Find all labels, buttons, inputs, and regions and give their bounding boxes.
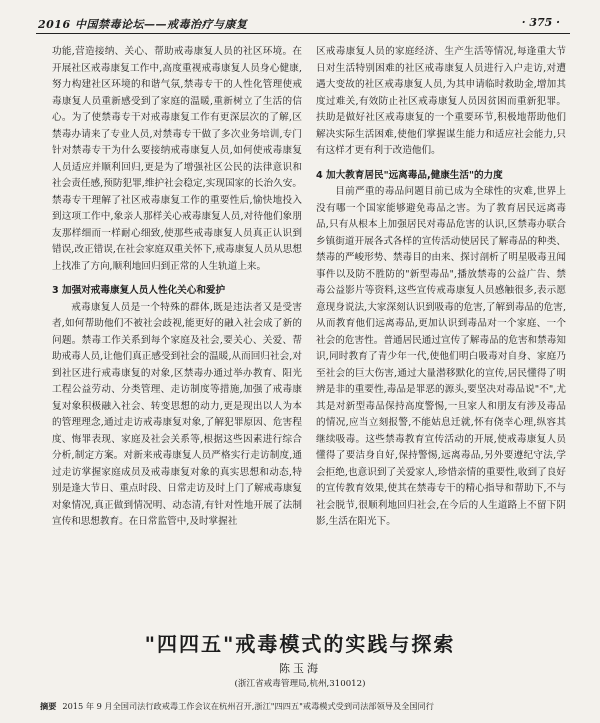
journal-title: 2016 中国禁毒论坛——戒毒治疗与康复 bbox=[38, 18, 248, 31]
left-column bbox=[52, 44, 302, 531]
right-column bbox=[316, 44, 566, 531]
section-4-heading: 4 加大教育居民"远离毒品,健康生活"的力度 bbox=[316, 169, 503, 181]
left-paragraph-1: 功能,营造接纳、关心、帮助戒毒康复人员的社区环境。在开展社区戒毒康复工作中,高度重视戒毒康复人员身心健康,努力构建社区环境的和谐气氛,禁毒专干的人性化管理使戒毒康复人员重新感受到了家庭的温暖,重新树立了生活的信心。为了使禁毒专干对戒毒康复工作有更深层次的了解,区禁毒办请来了专业人员,对禁毒专干做了多次业务培训,专门针对禁毒专干为什么要接纳戒毒康复人员,如何使戒毒康复人员适应并顺利回归,更是为了增强社区公民的法律意识和社会责任感,预防犯罪,维护社会稳定,实现国家的长治久安。禁毒专干理解了社区戒毒康复工作的重要性后,愉快地投入到这项工作中,象亲人那样关心戒毒康复人员,对待他们象朋友那样细而一样耐心细致,使那些戒毒康复人员真正认识到错误,改正错误,在社会家庭双重关怀下,戒毒康复人员从思想上找准了方向,顺利地回归到正常的人生轨道上来。 bbox=[52, 46, 302, 272]
page-number: · 375 · bbox=[521, 16, 560, 29]
left-paragraph-2: 戒毒康复人员是一个特殊的群体,既是违法者又是受害者,如何帮助他们不被社会歧视,能更好的融入社会成了新的问题。禁毒工作关系到每个家庭及社会,要关心、关爱、帮助戒毒人员,让他们真正感受到社会的温暖,从而回归社会,对到社区进行戒毒康复的对象,区禁毒办通过举办教育、阳光工程公益劳动、分类管理、走访制度等措施,加强了戒毒康复对象积极融入社会、转变思想的动力,更是现出以人为本的管理理念,通过走访戒毒康复对象,了解犯罪原因、危害程度、悔罪表现、家庭及社会关系等,根据这些因素进行综合分析,制定方案。对新来戒毒康复人员严格实行走访制度,通过走访掌握家庭成员及戒毒康复对象的真实思想和动态,特别是逢大节日、重点时段、日常走访及时上门了解戒毒康复对象情况,真正做到情况明、动态清,有针对性地开展了法制宣传和思想教育。在日常监管中,及时掌握社 bbox=[52, 301, 302, 527]
article-title: "四四五"戒毒模式的实践与探索 bbox=[144, 632, 456, 656]
running-header bbox=[0, 0, 600, 36]
abstract-label: 摘要 bbox=[40, 701, 57, 711]
right-paragraph-2: 目前严重的毒品问题目前已成为全球性的灾难,世界上没有哪一个国家能够避免毒品之害。为了教育居民远离毒品,只有从根本上加强居民对毒品危害的认识,区禁毒办联合乡镇街道开展各式各样的宣传活动使居民了解毒品的种类、禁毒的严峻形势、禁毒目的由来、探讨剖析了明星吸毒丑闻事件以及防不胜防的"新型毒品",播放禁毒的公益广告、禁毒公益影片等资料,这些宣传戒毒康复人员感触很多,表示愿意现身说法,大家深刻认识到吸毒的危害,了解到毒品的危害,从而教育他们远离毒品,更加认识到毒品对一个家庭、一个社会的危害性。普通居民通过宣传了解毒品的危害和禁毒知识,同时教育了青少年一代,使他们明白吸毒对自身、家庭乃至社会的巨大伤害,通过大量潜移默化的宣传,居民懂得了明辨是非的重要性,毒品是罪恶的源头,要坚决对毒品说"不",尤其是对新型毒品保持高度警惕,一旦家人和朋友有涉及毒品的情况,应当立刻报警,不能姑息迁就,怀有侥幸心理,纵容其继续吸毒。这些禁毒教育宣传活动的开展,使戒毒康复人员懂得了要洁身自好,保持警惕,远离毒品,另外要遵纪守法,学会拒绝,也意识到了关爱家人,珍惜亲情的重要性,收到了良好的宣传教育效果,使其在禁毒专干的精心指导和帮助下,不与社会脱节,很顺利地回归社会,在今后的人生道路上不留下阴影,生活在阳光下。 bbox=[316, 186, 566, 527]
abstract bbox=[40, 699, 570, 713]
article-author: 陈玉海 bbox=[279, 662, 321, 675]
header-rule bbox=[36, 33, 570, 34]
author-affiliation: (浙江省戒毒管理局,杭州,310012) bbox=[234, 679, 366, 689]
abstract-text: 2015 年 9 月全国司法行政戒毒工作会议在杭州召开,浙江"四四五"戒毒模式受到司法部领导及全国同行 bbox=[62, 701, 434, 711]
right-paragraph-1: 区戒毒康复人员的家庭经济、生产生活等情况,每逢重大节日对生活特别困难的社区戒毒康复人员进行入户走访,对遭遇大变故的社区戒毒康复人员,为其申请临时救助金,增加其度过难关,有效防止社区戒毒康复人员因贫困而重新犯罪。扶助是做好社区戒毒康复的一个重要环节,积极地帮助他们解决实际生活困难,使他们掌握谋生能力和适应社会能力,只有这样才更有利于改造他们。 bbox=[316, 46, 566, 156]
section-3-heading: 3 加强对戒毒康复人员人性化关心和爱护 bbox=[52, 285, 226, 296]
